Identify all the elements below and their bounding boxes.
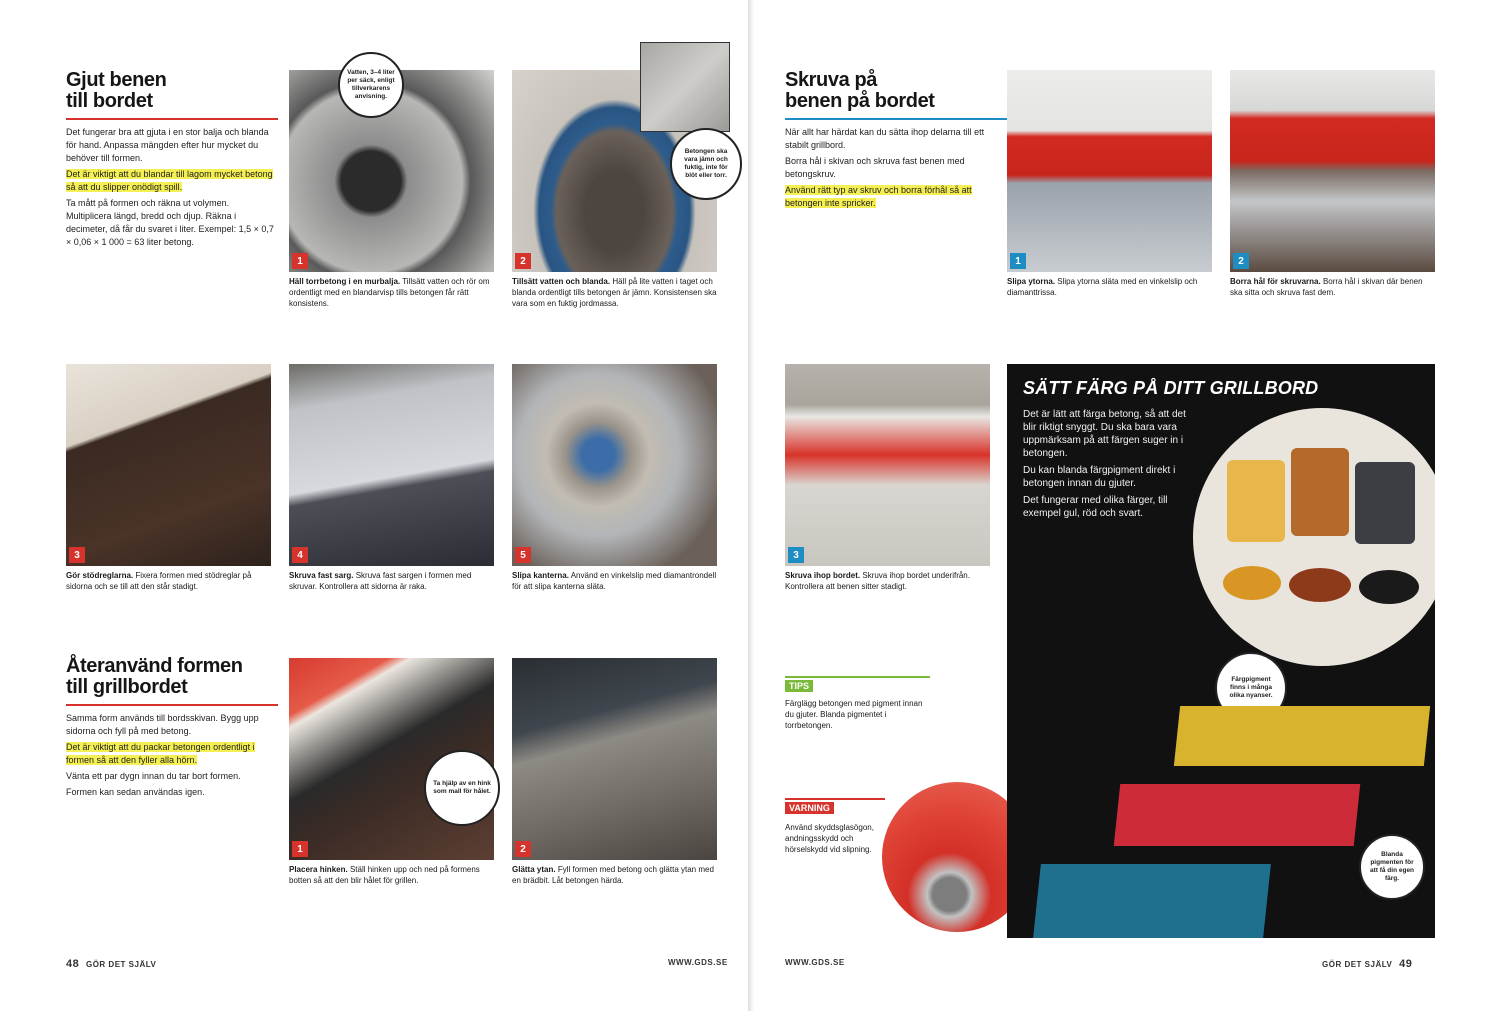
step-number: 2	[515, 841, 531, 857]
section-heading-cast-legs	[66, 70, 166, 112]
caption-text: Använd en vinkelslip med diamantrondell för att slipa kanterna släta.	[512, 571, 717, 591]
step-number: 1	[292, 841, 308, 857]
photo-drilling-holes	[1230, 70, 1435, 272]
step-number: 1	[1010, 253, 1026, 269]
caption-bold: Borra hål för skruvarna.	[1230, 277, 1321, 286]
table-blue	[1033, 864, 1271, 938]
caption-text: Tillsätt vatten och rör om ordentligt med en blandarvisp tills betongen får rätt konsistens.	[289, 277, 490, 308]
site-url: WWW.GDS.SE	[668, 958, 728, 967]
jar-black	[1355, 462, 1415, 544]
step-number: 3	[69, 547, 85, 563]
paragraph: Det är lätt att färga betong, så att det blir riktigt snyggt. Du ska bara vara uppmärksam på att färgen suger in i betongen.	[1023, 409, 1186, 459]
table-red	[1114, 784, 1361, 846]
step-caption	[289, 570, 494, 616]
caption-text: Borra hål i skivan där benen ska sitta och skruva fast dem.	[1230, 277, 1423, 297]
heading-rule	[66, 704, 278, 706]
speech-bubble: Ta hjälp av en hink som mall för hålet.	[424, 750, 500, 826]
step-caption	[66, 570, 271, 640]
step-number: 2	[1233, 253, 1249, 269]
speech-bubble: Färgpigment finns i många olika nyanser.	[1215, 652, 1287, 724]
step-caption	[1230, 276, 1435, 346]
photo-underneath-table	[785, 364, 990, 566]
photo-grinding-edges	[512, 364, 717, 566]
caption-bold: Tillsätt vatten och blanda.	[512, 277, 611, 286]
caption-bold: Slipa kanterna.	[512, 571, 569, 580]
photo-pigments	[1193, 408, 1435, 666]
warning-rule	[785, 798, 885, 800]
step-number: 5	[515, 547, 531, 563]
site-url: WWW.GDS.SE	[785, 958, 845, 967]
caption-text: Fixera formen med stödreglar på sidorna och se till att den står stadigt.	[66, 571, 252, 591]
tip-text: Färglägg betongen med pigment innan du gjuter. Blanda pigmentet i torrbetongen.	[785, 699, 923, 730]
step-caption	[785, 570, 990, 640]
heading-line: Återanvänd formen	[66, 655, 243, 677]
heading-line: till grillbordet	[66, 676, 188, 698]
step-number: 4	[292, 547, 308, 563]
color-feature-box	[1007, 364, 1435, 938]
step-number: 3	[788, 547, 804, 563]
step-caption	[289, 864, 494, 934]
step-caption	[512, 864, 717, 934]
speech-bubble: Betongen ska vara jämn och fuktig, inte för blöt eller torr.	[670, 128, 742, 200]
page-number: 49	[1399, 958, 1413, 970]
caption-text: Skruva fast sargen i formen med skruvar. Kontrollera att sidorna är raka.	[289, 571, 472, 591]
box-title: SÄTT FÄRG PÅ DITT GRILLBORD	[1023, 378, 1319, 398]
paragraph: Formen kan sedan användas igen.	[66, 787, 205, 797]
heading-line: Skruva på	[785, 69, 878, 91]
section-heading-screw-legs	[785, 70, 935, 112]
caption-bold: Häll torrbetong i en murbalja.	[289, 277, 401, 286]
step-caption	[512, 276, 717, 346]
paragraph: Borra hål i skivan och skruva fast benen med betongskruv.	[785, 156, 965, 179]
caption-text: Skruva ihop bordet underifrån. Kontrollera att benen sitter stadigt.	[785, 571, 970, 591]
paragraph: Vänta ett par dygn innan du tar bort formen.	[66, 771, 241, 781]
heading-line: till bordet	[66, 90, 153, 112]
caption-text: Ställ hinken upp och ned på formens botten så att den blir hålet för grillen.	[289, 865, 480, 885]
pigment-black	[1359, 570, 1419, 604]
gutter	[748, 0, 754, 1011]
caption-bold: Skruva fast sarg.	[289, 571, 354, 580]
section-heading-reuse-form	[66, 656, 243, 698]
heading-rule	[66, 118, 278, 120]
magazine-name: GÖR DET SJÄLV	[1322, 960, 1393, 969]
step-number: 2	[515, 253, 531, 269]
photo-smooth-surface	[512, 658, 717, 860]
paragraph: Samma form används till bordsskivan. Bygg upp sidorna och fyll på med betong.	[66, 713, 259, 736]
tip-label: TIPS	[785, 680, 813, 692]
photo-grinding-table-top	[1007, 70, 1212, 272]
screw-body-text	[785, 126, 990, 344]
box-text	[1023, 408, 1201, 524]
speech-bubble: Blanda pigmenten för att få din egen färg.	[1359, 834, 1425, 900]
page-footer-left	[66, 958, 156, 970]
warning-label: VARNING	[785, 802, 834, 814]
pigment-red	[1289, 568, 1351, 602]
highlighted-text: Det är viktigt att du packar betongen ordentligt i formen så att den fyller alla hörn.	[66, 742, 255, 765]
heading-line: benen på bordet	[785, 90, 935, 112]
step-number: 1	[292, 253, 308, 269]
paragraph: Det fungerar med olika färger, till exempel gul, röd och svart.	[1023, 495, 1168, 519]
heading-rule	[785, 118, 1007, 120]
inset-photo-concrete-texture	[640, 42, 730, 132]
warning-text: Använd skyddsglasögon, andningsskydd och hörselskydd vid slipning.	[785, 823, 874, 854]
highlighted-text: Det är viktigt att du blandar till lagom mycket betong så att du slipper onödigt spill.	[66, 169, 273, 192]
caption-bold: Skruva ihop bordet.	[785, 571, 861, 580]
magazine-name: GÖR DET SJÄLV	[85, 960, 157, 969]
paragraph: När allt har härdat kan du sätta ihop delarna till ett stabilt grillbord.	[785, 127, 985, 150]
jar-brown	[1291, 448, 1349, 536]
caption-bold: Gör stödreglarna.	[66, 571, 134, 580]
step-caption	[289, 276, 494, 322]
caption-bold: Glätta ytan.	[512, 865, 556, 874]
volume-paragraph: Ta mått på formen och räkna ut volymen. Multiplicera längd, bredd och djup. Räkna i decimeter, då får du svaret i liter. Exempel: 1,5 × 0,7 × 0,06 × 1 000 = 63 liter betong.	[66, 198, 274, 247]
paragraph: Du kan blanda färgpigment direkt i betongen innan du gjuter.	[1023, 465, 1176, 489]
speech-bubble: Vatten, 3–4 liter per säck, enligt tillverkarens anvisning.	[338, 52, 404, 118]
photo-support-battens	[66, 364, 271, 566]
pigment-yellow	[1223, 566, 1281, 600]
caption-bold: Slipa ytorna.	[1007, 277, 1056, 286]
caption-text: Fyll formen med betong och glätta ytan med en brädbit. Låt betongen härda.	[512, 865, 714, 885]
page-footer-right	[1322, 958, 1416, 970]
step-caption	[1007, 276, 1212, 334]
photo-screw-frame	[289, 364, 494, 566]
caption-text: Slipa ytorna släta med en vinkelslip och diamanttrissa.	[1007, 277, 1198, 297]
reuse-body-text	[66, 712, 276, 922]
heading-line: Gjut benen	[66, 69, 167, 91]
caption-text: Häll på lite vatten i taget och blanda ordentligt tills betongen är jämn. Konsistensen ska vara som en fuktig jordmassa.	[512, 277, 717, 308]
page-number: 48	[66, 958, 80, 970]
table-yellow	[1174, 706, 1430, 766]
intro-paragraph: Det fungerar bra att gjuta i en stor balja och blanda för hand. Anpassa mängden efter hur mycket du behöver till formen.	[66, 127, 269, 163]
highlighted-text: Använd rätt typ av skruv och borra förhål så att betongen inte spricker.	[785, 185, 972, 208]
jar-yellow	[1227, 460, 1285, 542]
intro-body-text	[66, 126, 276, 334]
caption-bold: Placera hinken.	[289, 865, 348, 874]
step-caption	[512, 570, 717, 616]
tip-rule	[785, 676, 930, 678]
